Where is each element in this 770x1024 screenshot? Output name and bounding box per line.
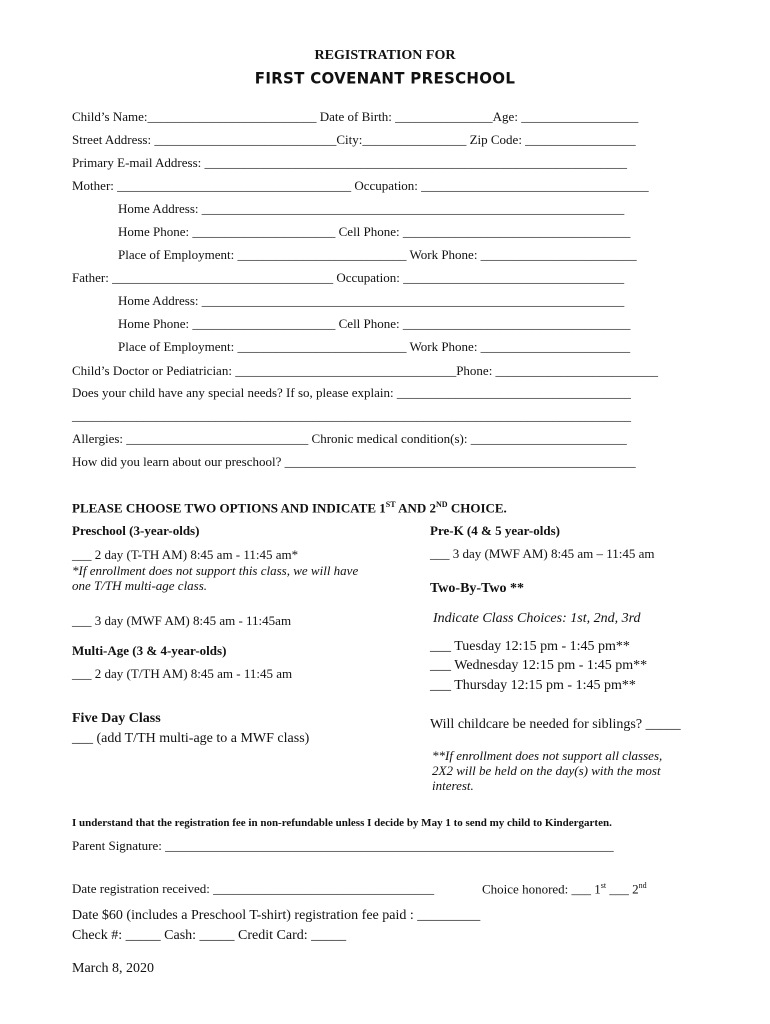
referral-row[interactable]: How did you learn about our preschool? ______________________________________________________ — [72, 454, 636, 469]
form-title-line1: REGISTRATION FOR — [314, 48, 456, 63]
mother-phone-row[interactable]: Home Phone: ______________________ Cell Phone: ___________________________________ — [118, 224, 631, 239]
multiage-option[interactable]: ___ 2 day (T/TH AM) 8:45 am - 11:45 am — [72, 666, 293, 681]
options-heading: PLEASE CHOOSE TWO OPTIONS AND INDICATE 1ST AND 2ND CHOICE. — [72, 500, 507, 516]
father-home-address-row[interactable]: Home Address: _________________________________________________________________ — [118, 293, 625, 308]
registration-fee-row[interactable]: Date $60 (includes a Preschool T-shirt) registration fee paid : _________ — [72, 908, 481, 923]
preschool-title: Preschool (3-year-olds) — [72, 523, 200, 538]
twobytwo-note-line3: interest. — [432, 778, 474, 793]
doctor-row[interactable]: Child’s Doctor or Pediatrician: __________________________________Phone: _________________________ — [72, 363, 659, 378]
allergies-row[interactable]: Allergies: ____________________________ Chronic medical condition(s): ________________________ — [72, 431, 627, 446]
fiveday-title: Five Day Class — [72, 711, 161, 726]
date-received-row[interactable]: Date registration received: __________________________________ — [72, 881, 435, 896]
mother-home-address-row[interactable]: Home Address: _________________________________________________________________ — [118, 201, 625, 216]
father-row[interactable]: Father: __________________________________ Occupation: __________________________________ — [72, 270, 625, 285]
twobytwo-indicate: Indicate Class Choices: 1st, 2nd, 3rd — [433, 611, 641, 626]
form-date: March 8, 2020 — [72, 961, 155, 976]
email-row[interactable]: Primary E-mail Address: _________________________________________________________________ — [72, 155, 628, 170]
twobytwo-note-line1: **If enrollment does not support all classes, — [432, 748, 663, 763]
twobytwo-wednesday[interactable]: ___ Wednesday 12:15 pm - 1:45 pm** — [430, 658, 648, 673]
mother-row[interactable]: Mother: ____________________________________ Occupation: ___________________________________ — [72, 178, 649, 193]
father-phone-row[interactable]: Home Phone: ______________________ Cell Phone: ___________________________________ — [118, 316, 631, 331]
multiage-title: Multi-Age (3 & 4-year-olds) — [72, 643, 227, 658]
parent-signature-row[interactable]: Parent Signature: _____________________________________________________________________ — [72, 838, 614, 853]
form-title-line2: FIRST COVENANT PRESCHOOL — [254, 68, 516, 88]
twobytwo-thursday[interactable]: ___ Thursday 12:15 pm - 1:45 pm** — [430, 678, 636, 693]
prek-option[interactable]: ___ 3 day (MWF AM) 8:45 am – 11:45 am — [430, 546, 655, 561]
special-needs-row[interactable]: Does your child have any special needs? If so, please explain: ____________________________________ — [72, 385, 631, 400]
childcare-question[interactable]: Will childcare be needed for siblings? _____ — [430, 717, 681, 732]
twobytwo-tuesday[interactable]: ___ Tuesday 12:15 pm - 1:45 pm** — [430, 639, 630, 654]
fee-statement: I understand that the registration fee in non-refundable unless I decide by May 1 to send my child to Kindergarten. — [72, 817, 612, 829]
twobytwo-note-line2: 2X2 will be held on the day(s) with the most — [432, 763, 661, 778]
fiveday-option[interactable]: ___ (add T/TH multi-age to a MWF class) — [72, 731, 310, 746]
address-row[interactable]: Street Address: ____________________________City:________________ Zip Code: _________________ — [72, 132, 636, 147]
father-employment-row[interactable]: Place of Employment: __________________________ Work Phone: _______________________ — [118, 339, 631, 354]
twobytwo-title: Two-By-Two ** — [430, 581, 524, 596]
preschool-option-2day[interactable]: ___ 2 day (T-TH AM) 8:45 am - 11:45 am* — [72, 547, 299, 562]
choice-honored-row[interactable]: Choice honored: ___ 1st ___ 2nd — [482, 881, 647, 897]
mother-employment-row[interactable]: Place of Employment: __________________________ Work Phone: ________________________ — [118, 247, 637, 262]
prek-title: Pre-K (4 & 5 year-olds) — [430, 523, 560, 538]
preschool-note-line1: *If enrollment does not support this class, we will have — [72, 563, 359, 578]
preschool-note-line2: one T/TH multi-age class. — [72, 578, 208, 593]
preschool-option-3day[interactable]: ___ 3 day (MWF AM) 8:45 am - 11:45am — [72, 613, 292, 628]
special-needs-line[interactable]: ______________________________________________________________________________________ — [72, 408, 631, 423]
payment-method-row[interactable]: Check #: _____ Cash: _____ Credit Card: _____ — [72, 928, 347, 943]
child-info-row[interactable]: Child’s Name:__________________________ Date of Birth: _______________Age: __________________ — [72, 109, 639, 124]
